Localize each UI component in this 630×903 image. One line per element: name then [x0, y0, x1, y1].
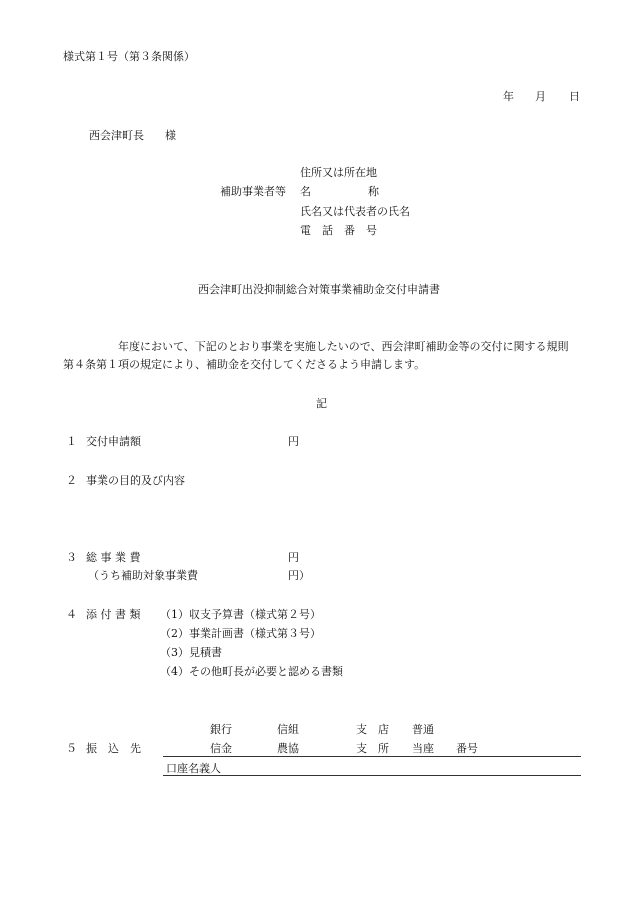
bank-top: 銀行 [210, 723, 232, 736]
item-4-doc-4: （4）その他町長が必要と認める書類 [160, 665, 343, 678]
item-3-number: ３ [66, 551, 77, 564]
ki-heading: 記 [316, 397, 327, 410]
item-1-label: 交付申請額 [86, 435, 141, 448]
account-type-bottom: 当座 [412, 742, 434, 755]
branch-top: 支 店 [356, 723, 389, 736]
item-4-label: 添 付 書 類 [86, 608, 141, 621]
applicant-name-label-1: 名 [300, 185, 311, 198]
coop-top: 信組 [277, 723, 299, 736]
account-type-top: 普通 [412, 723, 434, 736]
body-line-2: 第４条第１項の規定により、補助金を交付してくださるよう申請します。 [63, 358, 426, 371]
document-title: 西会津町出没抑制総合対策事業補助金交付申請書 [198, 283, 440, 296]
date-day: 日 [569, 90, 580, 103]
item-1-unit: 円 [288, 435, 299, 448]
branch-bottom: 支 所 [356, 742, 389, 755]
account-holder-label: 口座名義人 [166, 762, 221, 775]
applicant-phone-label: 電 話 番 号 [300, 224, 377, 237]
body-line-1: 年度において、下記のとおり事業を実施したいので、西会津町補助金等の交付に関する規則 [118, 340, 569, 353]
item-4-doc-3: （3）見積書 [160, 646, 222, 659]
item-2-number: ２ [66, 474, 77, 487]
item-3-sub-unit: 円） [288, 569, 310, 582]
item-5-number: ５ [66, 742, 77, 755]
account-holder-line [163, 775, 581, 776]
applicant-rep-name-label: 氏名又は代表者の氏名 [300, 205, 410, 218]
item-3-unit: 円 [288, 551, 299, 564]
account-number-label: 番号 [456, 742, 478, 755]
bank-info-line [163, 756, 581, 757]
applicant-name-label-2: 称 [368, 185, 379, 198]
addressee-honorific: 様 [165, 129, 176, 142]
item-4-doc-1: （1）収支予算書（様式第２号） [160, 608, 321, 621]
item-5-label: 振 込 先 [86, 742, 141, 755]
item-3-label: 総 事 業 費 [86, 551, 141, 564]
item-3-sub-label: （うち補助対象事業費 [88, 569, 198, 582]
date-month: 月 [535, 90, 546, 103]
form-number: 様式第１号（第３条関係） [63, 50, 195, 63]
item-1-number: １ [66, 435, 77, 448]
item-4-doc-2: （2）事業計画書（様式第３号） [160, 627, 321, 640]
item-4-number: ４ [66, 608, 77, 621]
addressee-name: 西会津町長 [89, 129, 144, 142]
date-year: 年 [503, 90, 514, 103]
applicant-label: 補助事業者等 [220, 185, 286, 198]
applicant-address-label: 住所又は所在地 [300, 166, 377, 179]
item-2-label: 事業の目的及び内容 [86, 474, 185, 487]
coop-bottom: 農協 [277, 742, 299, 755]
bank-bottom: 信金 [210, 742, 232, 755]
